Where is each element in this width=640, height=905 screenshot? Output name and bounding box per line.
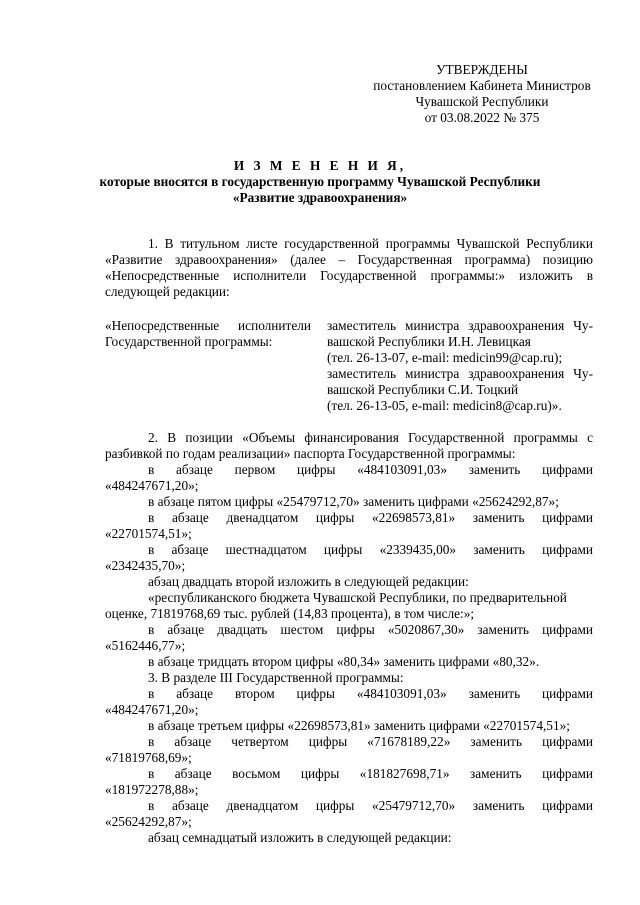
paragraph-line: «181972278,88»; [105,782,199,797]
paragraph-line: «71819768,69»; [105,750,192,765]
approval-line-3: от 03.08.2022 № 375 [424,110,540,125]
paragraph-line: в абзаце втором цифры «484103091,03» заменить цифрами [148,686,593,701]
paragraph-line: разбивкой по годам реализации» паспорта Государственной программы: [105,446,516,461]
approval-line-1: постановлением Кабинета Министров [373,78,591,93]
paragraph-line: оценке, 71819768,69 тыс. рублей (14,83 процента), в том числе:»; [105,606,475,621]
document-title: И З М Е Н Е Н И Я, [233,158,407,173]
table-right-line: заместитель министра здравоохранения Чу- [327,318,593,333]
table-right-line: (тел. 26-13-07, e-mail: medicin99@cap.ru); [327,350,563,365]
paragraph-line: в абзаце двенадцатом цифры «22698573,81» заменить цифрами [148,510,593,525]
document-subtitle-2: «Развитие здравоохранения» [232,190,408,205]
paragraph-line: «25624292,87»; [105,814,192,829]
paragraph-line: абзац двадцать второй изложить в следующей редакции: [148,574,469,589]
table-left-line-1: «Непосредственные исполнители [105,318,311,333]
paragraph-line: в абзаце восьмом цифры «181827698,71» заменить цифрами [148,766,593,781]
paragraph-line: абзац семнадцатый изложить в следующей редакции: [148,830,452,845]
paragraph-line: 1. В титульном листе государственной программы Чувашской Республики [148,236,593,251]
approval-title: УТВЕРЖДЕНЫ [436,62,528,77]
paragraph-line: следующей редакции: [105,284,230,299]
paragraph-line: «2342435,70»; [105,558,186,573]
paragraph-line: «484247671,20»; [105,478,199,493]
document-subtitle-1: которые вносятся в государственную программу Чувашской Республики [99,174,541,189]
paragraph-line: в абзаце четвертом цифры «71678189,22» заменить цифрами [148,734,593,749]
paragraph-line: «Непосредственные исполнители Государственной программы:» изложить в [105,268,593,283]
paragraph-line: в абзаце двенадцатом цифры «25479712,70» заменить цифрами [148,798,593,813]
paragraph-line: в абзаце третьем цифры «22698573,81» заменить цифрами «22701574,51»; [148,718,570,733]
paragraph-line: в абзаце тридцать втором цифры «80,34» заменить цифрами «80,32». [148,654,540,669]
paragraph-line: в абзаце пятом цифры «25479712,70» заменить цифрами «25624292,87»; [148,494,559,509]
paragraph-line: в абзаце двадцать шестом цифры «5020867,30» заменить цифрами [148,622,593,637]
table-left-line-2: Государственной программы: [105,334,273,349]
paragraph-line: 3. В разделе III Государственной программы: [148,670,404,685]
table-right-line: вашской Республики И.Н. Левицкая [327,334,531,349]
table-right-line: вашской Республики С.И. Тоцкий [327,382,519,397]
paragraph-line: «484247671,20»; [105,702,199,717]
paragraph-line: «22701574,51»; [105,526,192,541]
table-right-line: (тел. 26-13-05, e-mail: medicin8@cap.ru)». [327,398,562,413]
table-right-line: заместитель министра здравоохранения Чу- [327,366,593,381]
paragraph-line: «республиканского бюджета Чувашской Республики, по предварительной [148,590,567,605]
paragraph-line: в абзаце первом цифры «484103091,03» заменить цифрами [148,462,593,477]
approval-line-2: Чувашской Республики [415,94,549,109]
paragraph-line: «5162446,77»; [105,638,186,653]
paragraph-line: «Развитие здравоохранения» (далее – Государственная программа) позицию [105,252,593,267]
paragraph-line: в абзаце шестнадцатом цифры «2339435,00» заменить цифрами [148,542,593,557]
paragraph-line: 2. В позиции «Объемы финансирования Государственной программы с [148,430,593,445]
